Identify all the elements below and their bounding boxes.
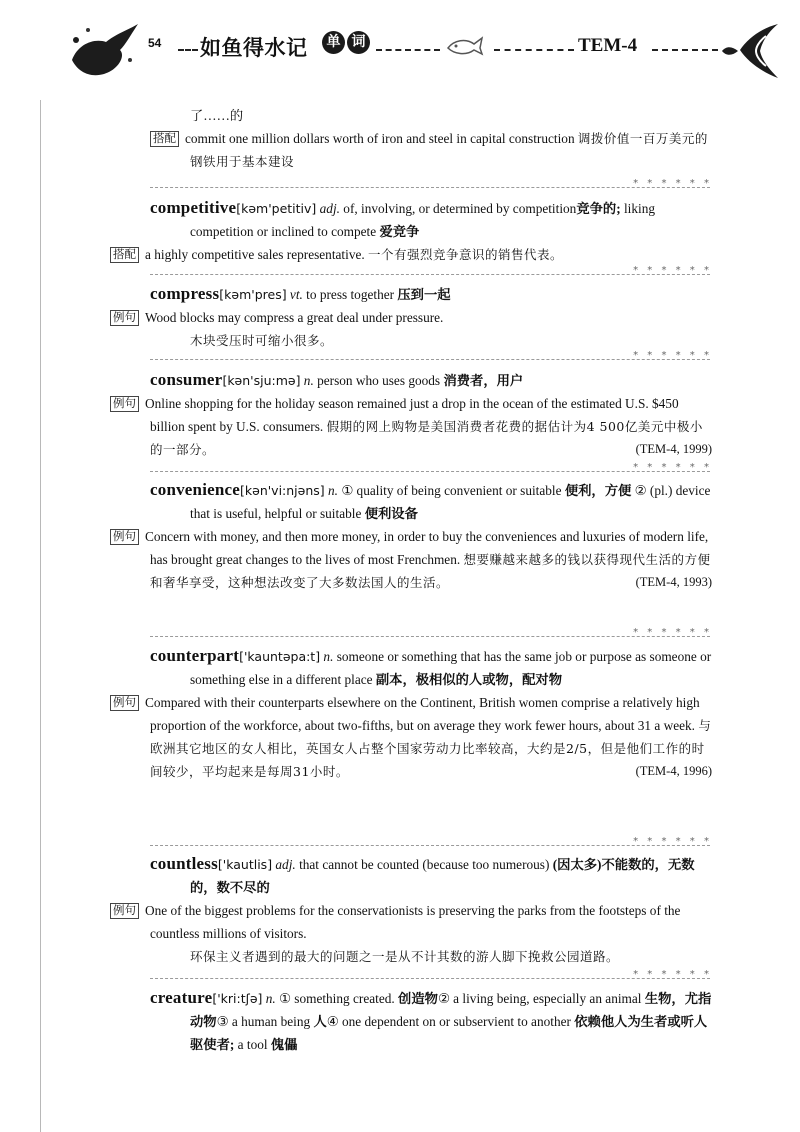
separator-stars: * * * * * * [633, 350, 712, 361]
separator [150, 274, 710, 275]
phonetic: ['kri:tʃə] [212, 991, 263, 1006]
entry-continuation [150, 104, 712, 173]
source-citation: (TEM-4, 1993) [635, 575, 712, 589]
separator-stars: * * * * * * [633, 178, 712, 189]
definition-5-zh: 傀儡 [270, 1037, 298, 1052]
example-tag: 例句 [110, 396, 139, 412]
definition-zh: 创造物 [398, 991, 438, 1006]
definition: that cannot be counted (because too numerous) [299, 857, 550, 872]
separator [150, 187, 710, 188]
headword: competitive [150, 198, 237, 217]
collocation-tag: 搭配 [110, 247, 139, 263]
phonetic: [kən'vi:njəns] [240, 483, 325, 498]
fish-ornament-icon [444, 34, 484, 56]
fish-tail-right-icon [718, 18, 784, 84]
definition: ① quality of being convenient or suitable [341, 483, 562, 498]
headword: creature [150, 988, 213, 1007]
headword: consumer [150, 370, 223, 389]
exam-label: TEM-4 [578, 35, 638, 56]
brush-splash-left-icon [68, 20, 140, 80]
entry-countless [113, 852, 712, 968]
example-tag: 例句 [110, 695, 139, 711]
definition: to press together [306, 287, 395, 302]
collocation-text: commit one million dollars worth of iron and steel in capital construction [185, 131, 575, 146]
separator [150, 978, 710, 979]
entry-creature [150, 986, 712, 1056]
definition: of, involving, or determined by competition [343, 201, 577, 216]
definition-2: ② (pl.) device that is useful, helpful or suitable [190, 483, 711, 521]
definition-zh: 副本，极相似的人或物，配对物 [375, 672, 563, 687]
entry-competitive [113, 196, 712, 266]
headword: counterpart [150, 646, 240, 665]
page-number: 54 [148, 36, 162, 50]
definition-2: liking competition or inclined to compete [190, 201, 656, 239]
header-dash-2 [376, 49, 440, 51]
part-of-speech: n. [328, 483, 338, 498]
example: Online shopping for the holiday season remained just a drop in the ocean of the estimated U.S. $450 billion spent by U.S. consumers. [145, 396, 679, 434]
separator-stars: * * * * * * [633, 265, 712, 276]
header-dash-3 [494, 49, 574, 51]
entry-consumer [113, 368, 712, 461]
separator [150, 471, 710, 472]
example: Wood blocks may compress a great deal under pressure. [145, 310, 444, 325]
source-citation: (TEM-4, 1999) [635, 442, 712, 456]
definition-4: ④ one dependent on or subservient to another [326, 1014, 571, 1029]
headword: compress [150, 284, 220, 303]
entry-counterpart [113, 644, 712, 783]
definition-zh: 消费者，用户 [443, 373, 524, 388]
headword: convenience [150, 480, 241, 499]
example: a highly competitive sales representative. [145, 247, 365, 262]
definition-zh: 压到一起 [397, 287, 451, 302]
page-left-rule [40, 100, 41, 1132]
collocation-tag: 搭配 [150, 131, 179, 147]
definition: person who uses goods [317, 373, 441, 388]
example-zh: 假期的网上购物是美国消费者花费的据估计为4 500亿美元中极小的一部分。 [150, 419, 703, 457]
example: Compared with their counterparts elsewhere on the Continent, British women comprise a relatively high proportion of the workforce, about two-fifths, but on average they work fewer hours, about 31 a week. [145, 695, 700, 733]
definition-4-zh: 依赖他人为生者或听人驱使者; [190, 1014, 708, 1052]
phonetic: [kəm'pres] [219, 287, 287, 302]
example-tag: 例句 [110, 529, 139, 545]
collocation-line [150, 127, 712, 173]
badge-ci: 词 [347, 31, 370, 54]
definition-zh: 竞争的; [576, 201, 621, 216]
example-tag: 例句 [110, 310, 139, 326]
phonetic: ['kautlis] [217, 857, 273, 872]
separator-stars: * * * * * * [633, 836, 712, 847]
header-dash-1 [178, 49, 198, 51]
definition-2-zh: 爱竞争 [379, 224, 420, 239]
definition: ① something created. [279, 991, 395, 1006]
separator [150, 845, 710, 846]
definition-2-zh: 生物，尤指动物 [190, 991, 712, 1029]
separator-stars: * * * * * * [633, 627, 712, 638]
example-tag: 例句 [110, 903, 139, 919]
part-of-speech: adj. [275, 857, 296, 872]
header-dash-4 [652, 49, 718, 51]
part-of-speech: n. [265, 991, 276, 1006]
part-of-speech: vt. [289, 287, 303, 302]
definition-2-zh: 便利设备 [364, 506, 418, 521]
phonetic: [kən'sju:mə] [222, 373, 301, 388]
separator-stars: * * * * * * [633, 969, 712, 980]
badge-dan: 单 [322, 31, 345, 54]
example-zh: 想要赚越来越多的钱以获得现代生活的方便和奢华享受，这种想法改变了大多数法国人的生活。 [150, 552, 711, 590]
example-zh: 环保主义者遇到的最大的问题之一是从不计其数的游人脚下挽救公园道路。 [190, 949, 620, 964]
series-title: 如鱼得水记 [200, 36, 308, 60]
definition-5: a tool [237, 1037, 268, 1052]
part-of-speech: n. [323, 649, 334, 664]
example: One of the biggest problems for the conservationists is preserving the parks from the footsteps of the countless millions of visitors. [145, 903, 681, 941]
example-zh: 一个有强烈竞争意识的销售代表。 [368, 247, 564, 262]
example-zh: 与欧洲其它地区的女人相比，英国女人占整个国家劳动力比率较高，大约是2/5，但是他们工作的时间较少，平均起来是每周31小时。 [150, 718, 712, 779]
definition-zh: 便利，方便 [564, 483, 632, 498]
headword: countless [150, 854, 218, 873]
phonetic: ['kauntəpa:t] [239, 649, 321, 664]
definition: someone or something that has the same job or purpose as someone or something else in a different place [190, 649, 712, 687]
entry-convenience [113, 478, 712, 594]
definition-2: ② a living being, especially an animal [437, 991, 642, 1006]
separator [150, 359, 710, 360]
definition-3: ③ a human being [216, 1014, 311, 1029]
page-header [0, 0, 800, 100]
separator-stars: * * * * * * [633, 462, 712, 473]
example: Concern with money, and then more money, in order to buy the conveniences and luxuries of modern life, has brought great changes to the lives of most Frenchmen. [145, 529, 709, 567]
source-citation: (TEM-4, 1996) [635, 764, 712, 778]
continuation-text: 了……的 [190, 108, 244, 123]
separator [150, 636, 710, 637]
part-of-speech: n. [303, 373, 314, 388]
definition-3-zh: 人 [313, 1014, 327, 1029]
entry-compress [113, 282, 712, 352]
phonetic: [kəm'petitiv] [236, 201, 317, 216]
part-of-speech: adj. [319, 201, 340, 216]
definition-zh: (因太多)不能数的，无数的，数不尽的 [190, 857, 695, 895]
collocation-zh: 调拨价值一百万美元的钢铁用于基本建设 [190, 131, 708, 169]
example-zh: 木块受压时可缩小很多。 [190, 333, 334, 348]
